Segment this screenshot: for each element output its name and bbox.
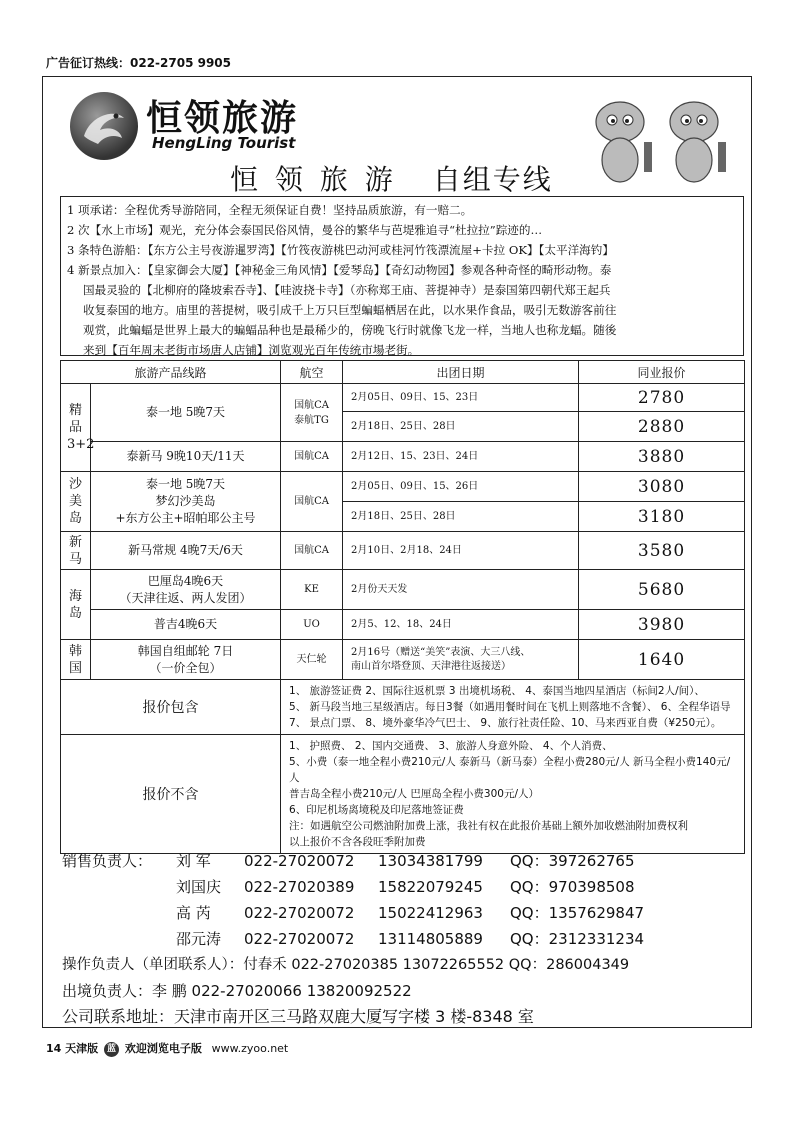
headline-subtitle: 自组专线 xyxy=(432,163,553,196)
price-cell: 3080 xyxy=(579,472,745,502)
contact-name: 刘 军 xyxy=(176,852,211,870)
category-cell: 韩国 xyxy=(61,640,91,680)
airline-cell: KE xyxy=(281,570,343,610)
contact-name: 邵元涛 xyxy=(176,930,222,948)
company-address: 公司联系地址：天津市南开区三马路双鹿大厦写字楼 3 楼-8348 室 xyxy=(62,1007,534,1026)
table-row xyxy=(61,640,745,680)
dates-cell: 2月份天天发 xyxy=(343,570,579,610)
route-cell: 泰一地 5晚7天 xyxy=(91,384,281,442)
footer-url[interactable]: www.zyoo.net xyxy=(211,1042,289,1055)
table-row xyxy=(61,610,745,640)
table-row xyxy=(61,532,745,570)
outbound-contact: 出境负责人：李 鹏 022-27020066 13820092522 xyxy=(62,982,412,1000)
dates-cell: 2月10日、2月18、24日 xyxy=(343,532,579,570)
header-route: 旅游产品线路 xyxy=(61,361,281,384)
promise-line: 收复泰国的地方。庙里的菩提树，吸引成千上万只巨型蝙蝠栖居在此，以水果作食品，吸引无数游客前往 xyxy=(83,303,617,317)
contact-qq: QQ：1357629847 xyxy=(510,904,645,922)
headline xyxy=(230,158,553,198)
route-cell: 韩国自组邮轮 7日 （一价全包） xyxy=(91,640,281,680)
price-cell: 2780 xyxy=(579,384,745,412)
dragon-logo-icon xyxy=(70,92,138,160)
price-cell: 3580 xyxy=(579,532,745,570)
contact-mobile: 15822079245 xyxy=(378,878,483,896)
included-label: 报价包含 xyxy=(61,680,281,735)
contact-mobile: 13114805889 xyxy=(378,930,483,948)
contact-name: 刘国庆 xyxy=(176,878,222,896)
ops-contact: 操作负责人（单团联系人）：付春禾 022-27020385 13072265552 QQ：286004349 xyxy=(62,957,630,973)
category-cell: 海岛 xyxy=(61,570,91,640)
header-airline: 航空 xyxy=(281,361,343,384)
promise-line: 国最灵验的【北柳府的隆坡索吞寺】、【哇波挠卡寺】（亦称郑王庙、菩提神寺）是泰国第四朝代郑王起兵 xyxy=(83,283,611,297)
promise-line: 观赏，此蝙蝠是世界上最大的蝙蝠品种也是最稀少的，傍晚飞行时就像飞龙一样，当地人也称龙蝠。随後 xyxy=(83,323,617,337)
price-cell: 3980 xyxy=(579,610,745,640)
contact-tel: 022-27020072 xyxy=(244,852,355,870)
dragon-mascots-icon xyxy=(572,88,748,188)
contact-mobile: 13034381799 xyxy=(378,852,483,870)
airline-cell: UO xyxy=(281,610,343,640)
promise-line: 来到【百年周末老街市场唐人店铺】浏览观光百年传统市場老街。 xyxy=(83,343,420,357)
promise-line: 1 项承诺：全程优秀导游陪同，全程无须保证自费！坚持品质旅游，有一赔二。 xyxy=(67,203,473,217)
included-text: 1、 旅游签证费 2、国际往返机票 3 出境机场税、 4、泰国当地四星酒店（标间2人/间）、 5、 新马段当地三星级酒店。每日3餐（如遇用餐时间在飞机上则落地不含餐）、 6、全程华语导 7、 景点门票、 8、境外豪华冷气巴士、 9、旅行社责任险、10、马来西亚自费（¥250元）。 xyxy=(281,680,745,735)
promise-line: 4 新景点加入：【皇家御会大厦】【神秘金三角风情】【爱琴岛】【奇幻动物园】参观各种奇怪的畸形动物。泰 xyxy=(67,263,612,277)
dates-cell: 2月12日、15、23日、24日 xyxy=(343,442,579,472)
dates-cell: 2月5、12、18、24日 xyxy=(343,610,579,640)
table-row xyxy=(61,442,745,472)
table-row xyxy=(61,570,745,610)
dates-cell: 2月05日、09日、15、26日 xyxy=(343,472,579,502)
promise-line: 3 条特色游船：【东方公主号夜游暹罗湾】【竹筏夜游桃巴动河或桂河竹筏漂流屋+卡拉 OK】【太平洋海钓】 xyxy=(67,243,614,257)
contact-mobile: 15022412963 xyxy=(378,904,483,922)
promises-box xyxy=(60,196,744,356)
promise-line: 2 次【水上市场】观光，充分体会泰国民俗风情，曼谷的繁华与芭堤雅追寻“杜拉拉”踪迹的… xyxy=(67,223,543,237)
contact-tel: 022-27020072 xyxy=(244,904,355,922)
header-price: 同业报价 xyxy=(579,361,745,384)
brand-name-en: HengLing Tourist xyxy=(152,134,296,152)
price-cell: 2880 xyxy=(579,412,745,442)
price-cell: 3880 xyxy=(579,442,745,472)
footer-text: 欢迎浏览电子版 xyxy=(124,1042,202,1055)
dates-cell: 2月18日、25日、28日 xyxy=(343,502,579,532)
airline-cell: 国航CA xyxy=(281,472,343,532)
airline-cell: 国航CA xyxy=(281,532,343,570)
contact-tel: 022-27020389 xyxy=(244,878,355,896)
contact-tel: 022-27020072 xyxy=(244,930,355,948)
footer-page: 14 天津版 xyxy=(46,1042,99,1055)
route-cell: 泰新马 9晚10天/11天 xyxy=(91,442,281,472)
included-row xyxy=(61,680,745,735)
contact-qq: QQ：970398508 xyxy=(510,878,635,896)
route-cell: 普吉4晚6天 xyxy=(91,610,281,640)
excluded-label: 报价不含 xyxy=(61,735,281,854)
ad-hotline: 广告征订热线：022-2705 9905 xyxy=(46,56,232,70)
footer xyxy=(46,1040,288,1057)
airline-cell: 国航CA 泰航TG xyxy=(281,384,343,442)
table-header-row xyxy=(61,361,745,384)
dates-cell: 2月16号（赠送“美笑”表演、大三八线、 南山首尔塔登顶、天津港往返接送） xyxy=(343,640,579,680)
route-cell: 泰一地 5晚7天 梦幻沙美岛 +东方公主+昭帕耶公主号 xyxy=(91,472,281,532)
brand-name-cn: 恒领旅游 xyxy=(146,98,299,139)
contact-qq: QQ：397262765 xyxy=(510,852,635,870)
airline-cell: 国航CA xyxy=(281,442,343,472)
tour-price-table xyxy=(60,360,745,854)
table-row xyxy=(61,384,745,412)
contact-qq: QQ：2312331234 xyxy=(510,930,645,948)
header-dates: 出团日期 xyxy=(343,361,579,384)
price-cell: 5680 xyxy=(579,570,745,610)
route-cell: 新马常规 4晚7天/6天 xyxy=(91,532,281,570)
table-row xyxy=(61,472,745,502)
excluded-row xyxy=(61,735,745,854)
sales-label: 销售负责人： xyxy=(62,852,153,870)
category-cell: 精品3+2 xyxy=(61,384,91,472)
route-cell: 巴厘岛4晚6天 （天津往返、两人发团） xyxy=(91,570,281,610)
headline-title: 恒 领 旅 游 xyxy=(230,163,397,196)
dates-cell: 2月05日、09日、15、23日 xyxy=(343,384,579,412)
dates-cell: 2月18日、25日、28日 xyxy=(343,412,579,442)
contact-name: 高 芮 xyxy=(176,904,211,922)
price-cell: 3180 xyxy=(579,502,745,532)
category-cell: 新马 xyxy=(61,532,91,570)
price-cell: 1640 xyxy=(579,640,745,680)
category-cell: 沙美岛 xyxy=(61,472,91,532)
airline-cell: 天仁轮 xyxy=(281,640,343,680)
excluded-text: 1、 护照费、 2、国内交通费、 3、旅游人身意外险、 4、个人消费、 5、小费（泰一地全程小费210元/人 泰新马（新马泰）全程小费280元/人 新马全程小费140元/人 普吉岛全程小费210元/人 巴厘岛全程小费300元/人） 6、印尼机场离境税及印尼落地签证费 注：如遇航空公司燃油附加费上涨，我社有权在此报价基础上额外加收燃油附加费权利 以上报价不含各段旺季附加费 xyxy=(281,735,745,854)
footer-badge: 蓝 xyxy=(104,1042,119,1057)
